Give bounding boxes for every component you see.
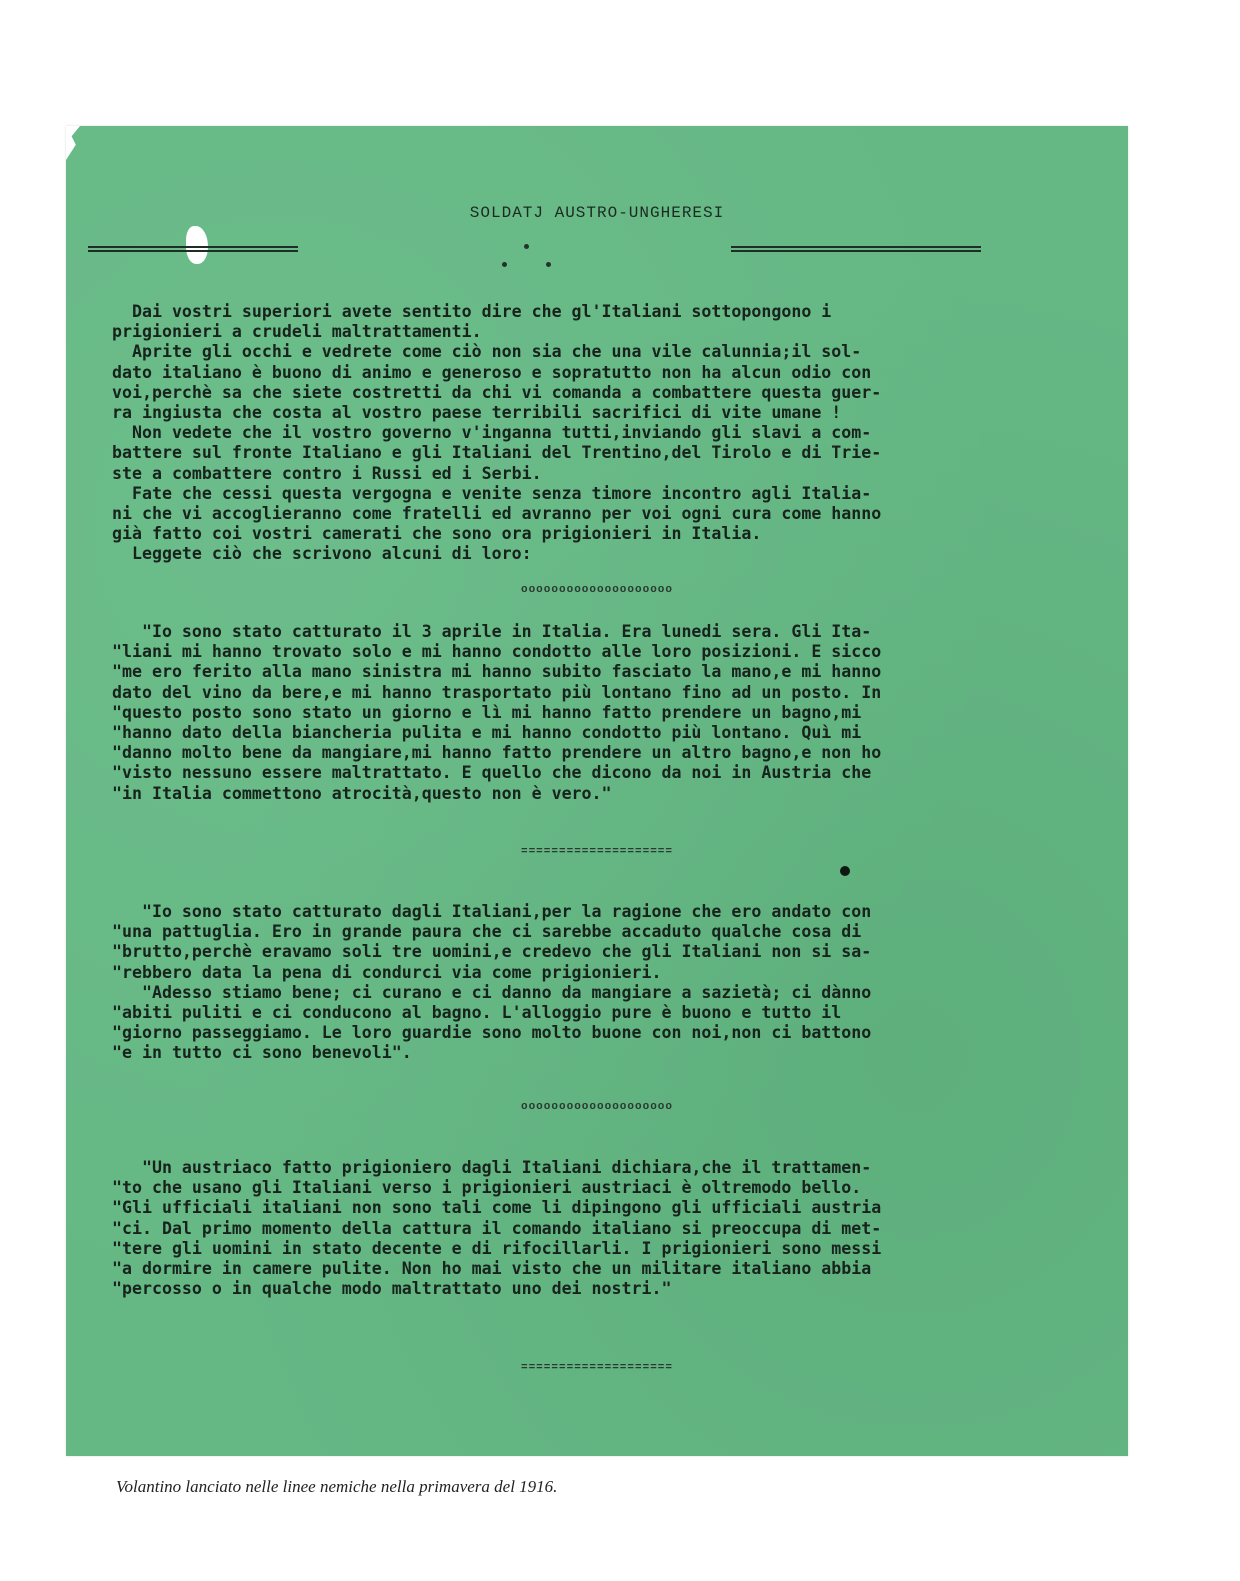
text-line: "in Italia commettono atrocità,questo non è vero." xyxy=(112,783,612,803)
text-line: ra ingiusta che costa al vostro paese terribili sacrifici di vite umane ! xyxy=(112,403,842,423)
text-line: "Gli ufficiali italiani non sono tali come li dipingono gli ufficiali austria xyxy=(112,1198,882,1218)
text-line: "a dormire in camere pulite. Non ho mai visto che un militare italiano abbia xyxy=(112,1259,872,1279)
text-line: "liani mi hanno trovato solo e mi hanno condotto alle loro posizioni. E sicco xyxy=(112,642,882,662)
text-line: battere sul fronte Italiano e gli Italiani del Trentino,del Tirolo e di Trie- xyxy=(112,443,882,463)
testimony-2 xyxy=(112,902,1032,1064)
text-line: prigionieri a crudeli maltrattamenti. xyxy=(112,322,482,342)
text-line: "una pattuglia. Ero in grande paura che ci sarebbe accaduto qualche cosa di xyxy=(112,922,862,942)
separator-dots-2: oooooooooooooooooooo xyxy=(520,1101,674,1113)
leaflet-title: SOLDATJ AUSTRO-UNGHERESI xyxy=(469,204,725,222)
ink-speck xyxy=(840,866,850,876)
text-line: Non vedete che il vostro governo v'inganna tutti,inviando gli slavi a com- xyxy=(112,423,872,443)
text-line: "danno molto bene da mangiare,mi hanno fatto prendere un altro bagno,e non ho xyxy=(112,743,882,763)
title-rule-left xyxy=(88,246,298,256)
text-line: voi,perchè sa che siete costretti da chi vi comanda a combattere questa guer- xyxy=(112,382,882,402)
text-line: "visto nessuno essere maltrattato. E quello che dicono da noi in Austria che xyxy=(112,763,872,783)
text-line: ni che vi accoglieranno come fratelli ed avranno per voi ogni cura come hanno xyxy=(112,504,882,524)
text-line: Dai vostri superiori avete sentito dire che gl'Italiani sottopongono i xyxy=(112,302,832,321)
text-line: ste a combattere contro i Russi ed i Serbi. xyxy=(112,463,542,483)
text-line: "Io sono stato catturato il 3 aprile in Italia. Era lunedi sera. Gli Ita- xyxy=(112,622,872,641)
text-line: "hanno dato della biancheria pulita e mi hanno condotto più lontano. Quì mi xyxy=(112,723,862,743)
text-line: "giorno passeggiamo. Le loro guardie sono molto buone con noi,non ci battono xyxy=(112,1023,872,1043)
text-line: già fatto coi vostri camerati che sono ora prigionieri in Italia. xyxy=(112,524,762,544)
paper-hole xyxy=(186,226,208,264)
text-line: "abiti puliti e ci conducono al bagno. L'alloggio pure è buono e tutto il xyxy=(112,1003,842,1023)
text-line: "Adesso stiamo bene; ci curano e ci danno da mangiare a sazietà; ci dànno xyxy=(112,982,872,1002)
leaflet-sheet xyxy=(66,126,1128,1456)
title-rule-right xyxy=(731,246,981,256)
text-line: "questo posto sono stato un giorno e lì mi hanno fatto prendere un bagno,mi xyxy=(112,702,862,722)
text-line: "to che usano gli Italiani verso i prigionieri austriaci è oltremodo bello. xyxy=(112,1178,862,1198)
text-line: "Un austriaco fatto prigioniero dagli Italiani dichiara,che il trattamen- xyxy=(112,1158,872,1177)
text-line: "percosso o in qualche modo maltrattato uno dei nostri." xyxy=(112,1279,672,1299)
torn-corner xyxy=(66,126,80,160)
figure-caption: Volantino lanciato nelle linee nemiche nella primavera del 1916. xyxy=(116,1477,558,1496)
intro-paragraph xyxy=(112,302,1032,565)
text-line: "brutto,perchè eravamo soli tre uomini,e credevo che gli Italiani non si sa- xyxy=(112,942,872,962)
text-line: Leggete ciò che scrivono alcuni di loro: xyxy=(112,544,532,564)
text-line: "rebbero data la pena di condurci via come prigionieri. xyxy=(112,962,662,982)
testimony-1 xyxy=(112,622,1032,804)
text-line: dato del vino da bere,e mi hanno trasportato più lontano fino ad un posto. In xyxy=(112,682,882,702)
text-line: dato italiano è buono di animo e generoso e sopratutto non ha alcun odio con xyxy=(112,362,872,382)
text-line: "Io sono stato catturato dagli Italiani,per la ragione che ero andato con xyxy=(112,902,872,921)
text-line: "e in tutto ci sono benevoli". xyxy=(112,1043,412,1063)
text-line: Fate che cessi questa vergogna e venite senza timore incontro agli Italia- xyxy=(112,483,872,503)
text-line: Aprite gli occhi e vedrete come ciò non sia che una vile calunnia;il sol- xyxy=(112,342,862,362)
testimony-3 xyxy=(112,1158,1032,1299)
separator-dots-1: oooooooooooooooooooo xyxy=(520,584,674,596)
text-line: "me ero ferito alla mano sinistra mi hanno subito fasciato la mano,e mi hanno xyxy=(112,662,882,682)
separator-dashes-2: ==================== xyxy=(520,1362,674,1374)
separator-dashes-1: ==================== xyxy=(520,846,674,858)
text-line: "ci. Dal primo momento della cattura il comando italiano si preoccupa di met- xyxy=(112,1218,882,1238)
ornament-dots xyxy=(496,244,556,274)
text-line: "tere gli uomini in stato decente e di rifocillarli. I prigionieri sono messi xyxy=(112,1238,882,1258)
